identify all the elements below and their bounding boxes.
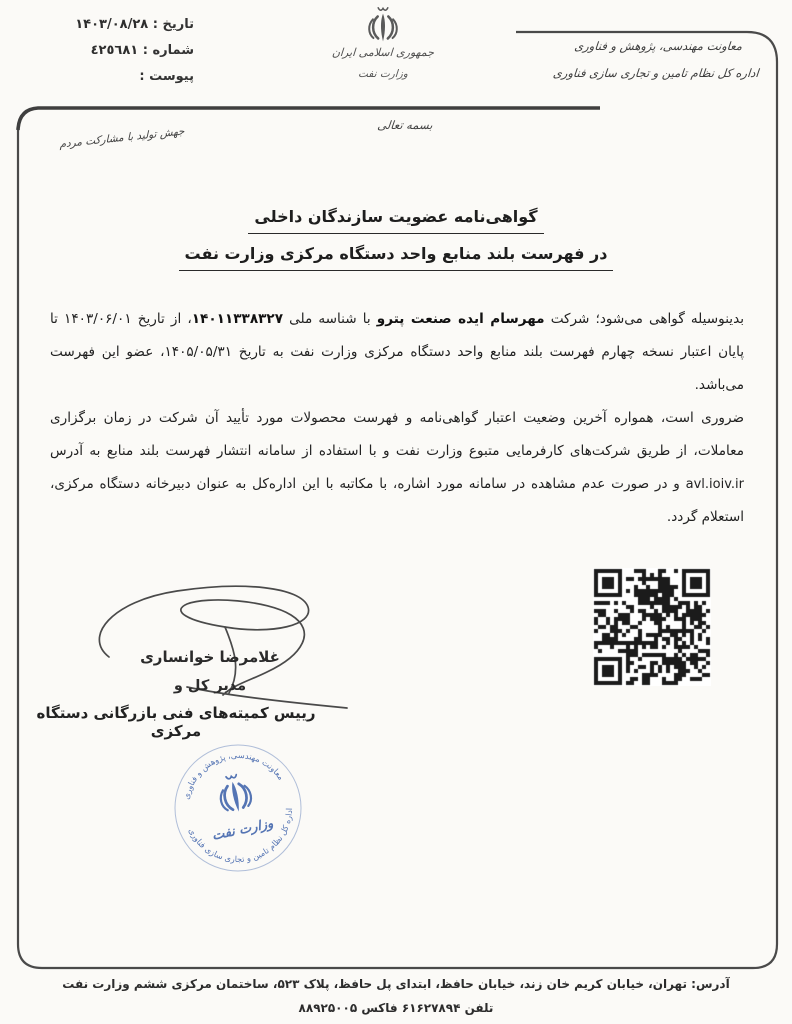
footer-address: آدرس: تهران، خیابان کریم خان زند، خیابان حافظ، ابتدای پل حافظ، پلاک ۵۲۳، ساختمان مرکزی ششم وزارت نفت [62,977,730,991]
p2-text-post: و در صورت عدم مشاهده در سامانه مورد اشاره، با مکاتبه با این اداره‌کل به عنوان دبیرخانه دستگاه مرکزی، استعلام گردد. [50,476,744,525]
title-line-1: گواهی‌نامه عضویت سازندگان داخلی [248,206,543,234]
office-name: اداره کل نظام تامین و تجاری سازی فناوری [552,66,760,80]
signer-title-1: مدیر کل و [173,678,247,694]
stamp-arc-bottom-text: اداره کل نظام تامین و تجاری سازی فناوری [186,807,295,865]
p1-text-post: ، از تاریخ ۱۴۰۳/۰۶/۰۱ تا پایان اعتبار نسخه چهارم فهرست بلند منابع واحد دستگاه مرکزی وزارت نفت به تاریخ ۱۴۰۵/۰۵/۳۱، عضو این فهرست می‌باشد. [50,311,744,393]
stamp-arc-top-text: معاونت مهندسی، پژوهش و فناوری [180,749,287,801]
letter-body [50,303,744,534]
year-slogan: جهش تولید با مشارکت مردم [59,125,185,151]
basmala: بسمه تعالی [376,118,434,132]
qr-code [593,568,711,686]
letter-meta-block [36,12,194,90]
body-paragraph-1 [50,303,744,402]
body-paragraph-2 [50,402,744,534]
date-label: تاریخ : [152,17,194,32]
deputy-name: معاونت مهندسی، پژوهش و فناوری [573,39,743,53]
p2-text-pre: ضروری است، همواره آخرین وضعیت اعتبار گواهی‌نامه و فهرست محصولات مورد تأیید آن شرکت در زمان برگزاری معاملات، از طریق شرکت‌های کارفرمایی متبوع وزارت نفت و با استفاده از سامانه انتشار فهرست بلند منابع به آدرس [50,410,744,459]
letter-title [96,206,696,280]
p1-text-mid: با شناسه ملی [283,311,377,327]
attachment-label: پیوست : [139,69,194,84]
number-value: ٤٢٥٦٨١ [90,43,139,58]
stamp-ministry-text: وزارت نفت [210,816,275,844]
avl-url: avl.ioiv.ir [685,477,744,492]
signer-name: غلامرضا خوانساری [140,648,280,666]
official-stamp [168,738,308,878]
attachment-row [36,64,194,90]
national-id: ۱۴۰۱۱۳۳۸۳۲۷ [191,311,284,327]
company-name: مهرسام ایده صنعت پترو [376,311,545,327]
number-row [36,38,194,64]
date-row [36,12,194,38]
iran-emblem-icon [360,4,406,50]
footer-phone: تلفن ۶۱۶۲۷۸۹۴ فاکس ۸۸۹۲۵۰۰۵ [298,1001,494,1015]
number-label: شماره : [142,43,194,58]
signer-title-2: رییس کمیته‌های فنی بازرگانی دستگاه مرکزی [36,704,316,740]
title-line-2: در فهرست بلند منابع واحد دستگاه مرکزی وزارت نفت [179,243,614,271]
date-value: ۱۴۰۳/۰۸/۲۸ [75,17,149,32]
ministry-name: وزارت نفت [357,68,409,80]
p1-text-pre: بدینوسیله گواهی می‌شود؛ شرکت [544,311,745,327]
department-header [546,33,769,87]
stamp-emblem-icon [216,773,253,815]
country-name: جمهوری اسلامی ایران [331,46,435,59]
